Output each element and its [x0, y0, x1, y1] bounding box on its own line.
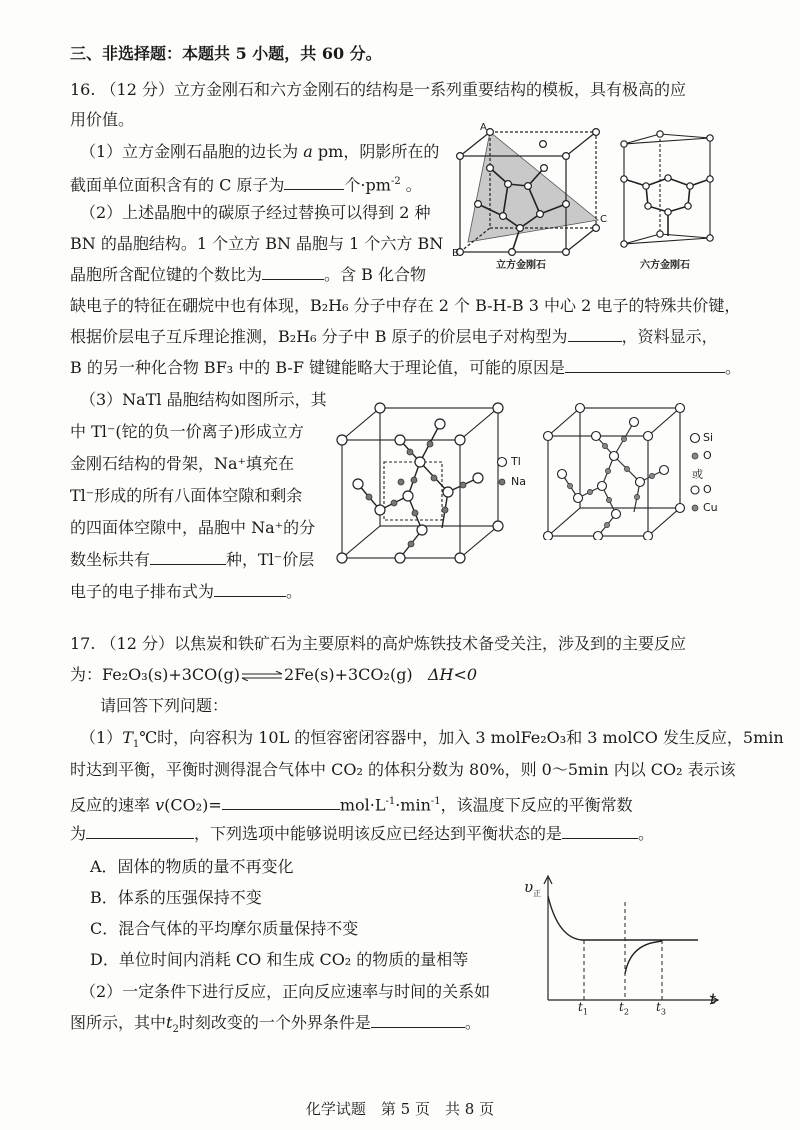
- answer-blank[interactable]: [565, 356, 725, 373]
- hex-diamond-caption: 六方金刚石: [640, 260, 690, 271]
- legend-tl-label: Tl: [511, 455, 521, 468]
- cubic-diamond-caption: 立方金刚石: [496, 260, 546, 271]
- q16-part1-b: 截面单位面积含有的 C 原子为 个$\cdot pm^{-2}$ 。: [70, 175, 422, 195]
- q17-part2-b: 图所示，其中$t_2$时刻改变的一个外界条件是 。: [70, 1013, 481, 1036]
- x-axis-label: t: [710, 990, 717, 1008]
- label-a: A: [480, 122, 487, 133]
- shaded-section: [468, 132, 598, 242]
- legend-o1-marker: [692, 453, 698, 459]
- answer-blank[interactable]: [568, 325, 622, 342]
- option-d: D．单位时间内消耗 CO 和生成 CO₂ 的物质的量相等: [90, 950, 469, 969]
- q16-part3-f: 数坐标共有 种，Tl⁻价层: [70, 550, 315, 569]
- option-b: B．体系的压强保持不变: [90, 888, 262, 907]
- page-footer: 化学试题 第 5 页 共 8 页: [305, 1100, 495, 1118]
- q17-line1: 17. （12 分）以焦炭和铁矿石为主要原料的高炉炼铁技术备受关注，涉及到的主要反应: [70, 634, 686, 653]
- section-header: 三、非选择题：本题共 5 小题，共 60 分。: [70, 44, 382, 63]
- sicu-cell-figure: [540, 400, 730, 540]
- legend-o1-label: O: [703, 449, 712, 462]
- equilibrium-arrow-icon: [240, 664, 284, 688]
- t2-label: $t_2$: [619, 1000, 629, 1017]
- natl-cell-figure: [330, 400, 530, 572]
- q17-part1-b: 时达到平衡，平衡时测得混合气体中 CO₂ 的体积分数为 80%，则 0～5min 内以 CO₂ 表示该: [70, 760, 736, 779]
- q16-line1: 16. （12 分）立方金刚石和六方金刚石的结构是一系列重要结构的模板，具有极高的应: [70, 80, 686, 99]
- si-atoms: [544, 404, 685, 541]
- natl-cell-diagram: [330, 400, 530, 572]
- prism-edges: [624, 134, 710, 244]
- answer-blank[interactable]: [150, 548, 226, 565]
- option-c: C．混合气体的平均摩尔质量保持不变: [90, 919, 359, 938]
- option-a: A．固体的物质的量不再变化: [90, 857, 294, 876]
- answer-blank[interactable]: [262, 263, 324, 280]
- hex-diamond-figure: [610, 124, 728, 274]
- q16-part2-e: 根据价层电子互斥理论推测，B₂H₆ 分子中 B 原子的价层电子对构型为 ，资料显示，: [70, 327, 718, 346]
- legend-na-marker: [499, 479, 505, 485]
- q16-part1-a: （1）立方金刚石晶胞的边长为 a pm，阴影所在的: [80, 142, 440, 161]
- rate-curve-before: [548, 896, 622, 940]
- t1-label: $t_1$: [578, 1000, 588, 1017]
- q16-part2-c: 晶胞所含配位键的个数比为 。含 B 化合物: [70, 265, 426, 284]
- legend-o2-marker: [691, 486, 699, 494]
- q16-part3-c: 金刚石结构的骨架，Na⁺填充在: [70, 454, 294, 473]
- label-b: B: [452, 248, 459, 259]
- legend-cu-label: Cu: [703, 501, 718, 514]
- legend-si-label: Si: [703, 431, 714, 444]
- tl-atoms: [337, 403, 503, 563]
- hex-diamond-diagram: [610, 124, 728, 274]
- q16-part3-b: 中 Tl⁻(铊的负一价离子)形成立方: [70, 422, 304, 441]
- q17-prompt: 请回答下列问题：: [100, 696, 229, 715]
- q17-part2-a: （2）一定条件下进行反应，正向反应速率与时间的关系如: [80, 982, 491, 1001]
- cubic-diamond-diagram: [448, 124, 608, 274]
- label-c: C: [600, 214, 607, 225]
- answer-blank[interactable]: [86, 822, 194, 839]
- answer-blank[interactable]: [371, 1011, 465, 1028]
- q16-part3-g: 电子的电子排布式为 。: [70, 582, 303, 601]
- rate-curve-after: [625, 941, 662, 974]
- hex-bonds: [624, 178, 710, 236]
- q16-part2-b: BN 的晶胞结构。1 个立方 BN 晶胞与 1 个六方 BN: [70, 234, 444, 253]
- q16-part2-f: B 的另一种化合物 BF₃ 中的 B-F 键键能略大于理论值，可能的原因是 。: [70, 358, 742, 377]
- legend-tl-marker: [498, 458, 507, 467]
- legend-o2-label: O: [703, 483, 712, 496]
- legend-na-label: Na: [511, 475, 526, 488]
- legend-si-marker: [691, 434, 700, 443]
- answer-blank[interactable]: [284, 173, 344, 190]
- q16-line2: 用价值。: [70, 110, 135, 129]
- q16-part3-d: Tl⁻形成的所有八面体空隙和剩余: [70, 486, 303, 505]
- q17-part1-c: 反应的速率 $v(CO_2)= mol\cdot L^{-1}\cdot\min^{-1}$，该温度下反应的平衡常数: [70, 795, 633, 815]
- t3-label: $t_3$: [656, 1000, 666, 1017]
- rate-time-graph: [522, 866, 727, 1016]
- rate-time-plot: [522, 866, 727, 1016]
- q17-part1-d: 为 ，下列选项中能够说明该反应已经达到平衡状态的是 。: [70, 824, 655, 843]
- hex-atoms: [621, 131, 713, 247]
- cubic-diamond-figure: [448, 124, 608, 274]
- q17-part1-a: $(1)T_1℃$时，向容积为 10L 的恒容密闭容器中，加入 3 molFe₂O₃和 3 molCO 发生反应，5min: [80, 728, 784, 751]
- legend-cu-marker: [692, 505, 698, 511]
- q17-equation: 为：Fe₂O₃(s)+3CO(g) 2Fe(s)+3CO₂(g) ΔH<0: [70, 663, 477, 688]
- y-axis-label: $\upsilon_正$: [524, 878, 542, 898]
- q16-part3-a: （3）NaTl 晶胞结构如图所示，其: [80, 390, 327, 409]
- natl-cube-edges: [342, 408, 498, 558]
- q16-part3-e: 的四面体空隙中，晶胞中 Na⁺的分: [70, 518, 316, 537]
- legend-or-label: 或: [692, 468, 703, 481]
- answer-blank[interactable]: [214, 580, 286, 597]
- q16-part2-d: 缺电子的特征在硼烷中也有体现，B₂H₆ 分子中存在 2 个 B-H-B 3 中心 2 电子的特殊共价键，: [70, 296, 741, 315]
- answer-blank[interactable]: [222, 793, 340, 810]
- q16-part2-a: （2）上述晶胞中的碳原子经过替换可以得到 2 种: [80, 203, 431, 222]
- answer-blank[interactable]: [562, 822, 638, 839]
